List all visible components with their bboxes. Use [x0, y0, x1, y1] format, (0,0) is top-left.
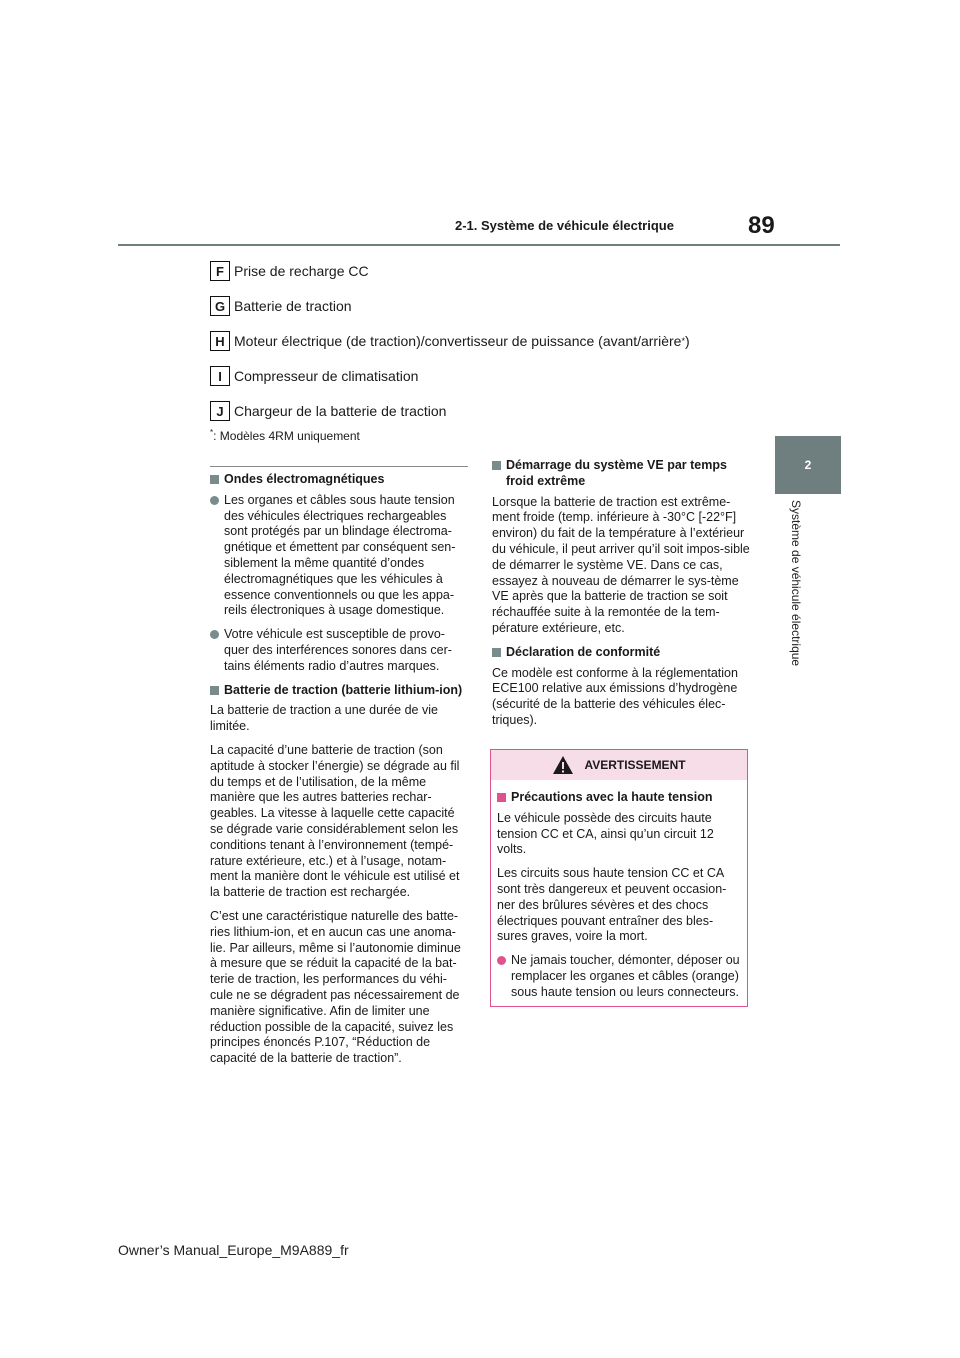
paragraph: La capacité d’une batterie de traction (son aptitude à stocker l’énergie) se dégrade au fil du temps et de l’utilisation, de la même manière que les autres batteries rechar-geables. La vitesse à laquelle cette capacité se dégrade varie considérablement selon les conditions tenant à l’environnement (tempé-rature extérieure, etc.) et à l’usage, notam-ment la manière dont le véhicule est utilisé et la batterie de traction est rechargée.	[210, 742, 460, 900]
warning-header	[491, 750, 747, 780]
bullet-paragraph: Les organes et câbles sous haute tension des véhicules électriques rechargeables sont protégés par un blindage électroma-gnétique et émettent par conséquent sen-siblement la même quantité d’ondes électromagnétiques que les véhicules à essence conventionnels ou que les appa-reils électroniques à usage domestique.	[210, 493, 468, 619]
component-label: Moteur électrique (de traction)/convertisseur de puissance (avant/arrière	[234, 333, 682, 349]
paragraph: La batterie de traction a une durée de vie limitée.	[210, 703, 438, 734]
section-heading: Batterie de traction (batterie lithium-ion)	[210, 683, 468, 699]
warning-heading: Précautions avec la haute tension	[497, 790, 741, 806]
square-bullet-icon	[497, 793, 506, 802]
chapter-number: 2	[804, 458, 812, 472]
footnote-marker: *	[681, 336, 685, 346]
component-item	[210, 364, 418, 388]
component-key: G	[210, 296, 230, 316]
footnote-text: : Modèles 4RM uniquement	[213, 429, 360, 443]
chapter-tab	[775, 436, 841, 494]
component-item	[210, 329, 690, 353]
component-label-suffix: )	[684, 333, 690, 349]
warning-body	[491, 780, 747, 1001]
component-item	[210, 399, 446, 423]
paragraph: Le véhicule possède des circuits haute tension CC et CA, ainsi qu’un circuit 12 volts.	[497, 810, 714, 857]
paragraph: Les circuits sous haute tension CC et CA sont très dangereux et peuvent occasion-ner des brûlures sévères et des chocs électriques pouvant entraîner des bles-sures graves, voire la mort.	[497, 866, 727, 944]
page-number: 89	[748, 212, 775, 239]
bullet-paragraph: Ne jamais toucher, démonter, déposer ou remplacer les organes et câbles (orange) sous haute tension ou leurs connecteurs.	[497, 953, 741, 1000]
square-bullet-icon	[492, 648, 501, 657]
chapter-side-label	[789, 500, 805, 700]
chapter-label: Système de véhicule électrique	[789, 500, 803, 667]
round-bullet-icon	[210, 496, 219, 505]
warning-box	[490, 749, 748, 1007]
footnote	[210, 428, 360, 443]
header-divider	[118, 244, 840, 246]
paragraph: Lorsque la batterie de traction est extrême-ment froide (temp. inférieure à -30°C [-22°F] environ) du fait de la température à l’extérieur du véhicule, il peut arriver qu’il soit impos-sible de démarrer le système VE. Dans ce cas, essayez à nouveau de démarrer le sys-tème VE après que la batterie de traction se soit réchauffée suite à la remontée de la tem-pérature extérieure, etc.	[492, 494, 750, 635]
section-heading: Démarrage du système VE par temps froid extrême	[492, 458, 750, 490]
component-item	[210, 259, 369, 283]
paragraph: Ce modèle est conforme à la réglementation ECE100 relative aux émissions d’hydrogène (sécurité de la batterie des véhicules élec-triques).	[492, 665, 738, 727]
round-bullet-icon	[497, 956, 506, 965]
component-label: Chargeur de la batterie de traction	[234, 403, 447, 419]
section-heading: Ondes électromagnétiques	[210, 472, 468, 488]
square-bullet-icon	[210, 475, 219, 484]
footer-text: Owner’s Manual_Europe_M9A889_fr	[118, 1242, 349, 1258]
footnote-mark: *	[210, 428, 214, 437]
component-key: I	[210, 366, 230, 386]
component-key: F	[210, 261, 230, 281]
component-label: Batterie de traction	[234, 298, 352, 314]
component-item	[210, 294, 352, 318]
left-column	[210, 472, 468, 1075]
component-key: H	[210, 331, 230, 351]
column-divider	[210, 466, 468, 467]
warning-title: AVERTISSEMENT	[584, 758, 686, 772]
section-title: 2-1. Système de véhicule électrique	[455, 218, 674, 233]
component-label: Compresseur de climatisation	[234, 368, 419, 384]
right-column	[492, 458, 750, 737]
section-heading: Déclaration de conformité	[492, 645, 750, 661]
square-bullet-icon	[492, 461, 501, 470]
component-label: Prise de recharge CC	[234, 263, 369, 279]
bullet-paragraph: Votre véhicule est susceptible de provo-quer des interférences sonores dans cer-tains éléments radio d’autres marques.	[210, 627, 468, 674]
round-bullet-icon	[210, 630, 219, 639]
square-bullet-icon	[210, 686, 219, 695]
warning-triangle-icon	[552, 755, 574, 775]
component-key: J	[210, 401, 230, 421]
paragraph: C’est une caractéristique naturelle des batte-ries lithium-ion, et en aucun cas une anoma-lie. Par ailleurs, même si l’autonomie diminue à mesure que se réduit la capacité de la bat-terie de traction, les performances du véhi-cule ne se dégradent pas nécessairement de manière significative. Afin de limiter une réduction possible de la capacité, suivez les principes énoncés P.107, “Réduction de capacité de la batterie de traction”.	[210, 908, 461, 1066]
